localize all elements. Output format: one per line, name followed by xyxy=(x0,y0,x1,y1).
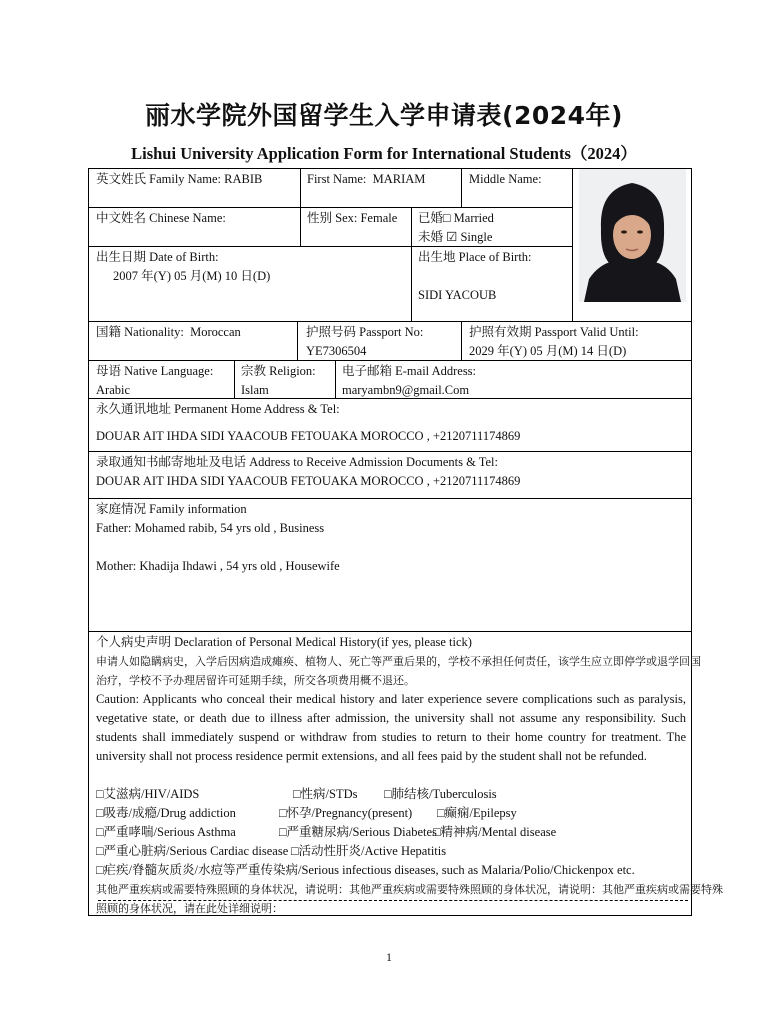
disease-drug[interactable]: □吸毒/成瘾/Drug addiction xyxy=(96,806,236,820)
page-number: 1 xyxy=(386,950,392,964)
sex-value: Female xyxy=(360,211,398,225)
family-name-value: RABIB xyxy=(224,172,263,186)
home-address-value: DOUAR AIT IHDA SIDI YAACOUB FETOUAKA MOROCCO , +2120711174869 xyxy=(96,429,521,443)
medical-cn-footer1: 其他严重疾病或需要特殊照顾的身体状况，请说明：其他严重疾病或需要特殊照顾的身体状况，请说明：其他严重疾病或需要特殊 xyxy=(96,883,723,896)
dob-label: 出生日期 Date of Birth: xyxy=(96,250,219,264)
middle-name-label: Middle Name: xyxy=(469,172,542,186)
nationality-value: Moroccan xyxy=(190,325,241,339)
mother-info: Mother: Khadija Ihdawi , 54 yrs old , Housewife xyxy=(96,559,340,573)
single-option[interactable]: 未婚 ☑ Single xyxy=(418,230,493,244)
medical-cn-line2: 治疗，学校不予办理居留许可延期手续，所交各项费用概不退还。 xyxy=(96,674,415,687)
first-name-label: First Name: xyxy=(307,172,367,186)
native-language-label: 母语 Native Language: xyxy=(96,364,214,378)
married-option[interactable]: 已婚□ Married xyxy=(418,211,494,225)
disease-pregnancy[interactable]: □怀孕/Pregnancy(present) xyxy=(279,806,413,820)
medical-history-label: 个人病史声明 Declaration of Personal Medical History(if yes, please tick) xyxy=(96,635,472,649)
disease-epilepsy[interactable]: □癫痫/Epilepsy xyxy=(437,806,517,820)
family-name-field xyxy=(96,170,262,189)
nationality-field xyxy=(96,323,241,342)
disease-hepatitis[interactable]: □活动性肝炎/Active Hepatitis xyxy=(291,844,447,858)
application-form xyxy=(88,168,723,916)
sex-field xyxy=(307,209,397,228)
first-name-value: MARIAM xyxy=(372,172,426,186)
disease-hiv[interactable]: □艾滋病/HIV/AIDS xyxy=(96,787,200,801)
pob-value: SIDI YACOUB xyxy=(418,288,497,302)
family-info-label: 家庭情况 Family information xyxy=(96,502,247,516)
page-title-en: Lishui University Application Form for International Students（2024） xyxy=(131,144,637,163)
religion-label: 宗教 Religion: xyxy=(241,364,316,378)
passport-valid-value: 2029 年(Y) 05 月(M) 14 日(D) xyxy=(469,344,627,358)
disease-asthma[interactable]: □严重哮喘/Serious Asthma xyxy=(96,825,236,839)
admission-address-label: 录取通知书邮寄地址及电话 Address to Receive Admission Documents & Tel: xyxy=(96,455,498,469)
first-name-field xyxy=(307,170,425,189)
email-value: maryambn9@gmail.Com xyxy=(342,383,470,397)
passport-value: YE7306504 xyxy=(306,344,367,358)
medical-caution: Caution: Applicants who conceal their medical history and later experience severe complications such as paralysis, vegetative state, or death due to illness after admission, the university shall not assume any responsibility. Such students shall immediately suspend or withdraw from studies to return to their home country for treatment. The university shall not process residence permit extensions, and all fees paid by the student shall not be refunded. xyxy=(96,692,686,763)
sex-label: 性别 Sex: xyxy=(307,211,358,225)
applicant-photo xyxy=(579,169,686,302)
email-label: 电子邮箱 E-mail Address: xyxy=(342,364,477,378)
signature-dashes xyxy=(98,900,688,901)
disease-cardiac[interactable]: □严重心脏病/Serious Cardiac disease xyxy=(96,844,289,858)
disease-infectious[interactable]: □疟疾/脊髓灰质炎/水痘等严重传染病/Serious infectious diseases, such as Malaria/Polio/Chickenpox etc. xyxy=(96,863,635,877)
disease-tb[interactable]: □肺结核/Tuberculosis xyxy=(384,787,497,801)
native-language-value: Arabic xyxy=(96,383,131,397)
pob-label: 出生地 Place of Birth: xyxy=(418,250,532,264)
father-info: Father: Mohamed rabib, 54 yrs old , Business xyxy=(96,521,325,535)
passport-valid-label: 护照有效期 Passport Valid Until: xyxy=(469,325,639,339)
family-name-label: 英文姓氏 Family Name: xyxy=(96,172,221,186)
religion-value: Islam xyxy=(241,383,269,397)
nationality-label: 国籍 Nationality: xyxy=(96,325,184,339)
dob-value: 2007 年(Y) 05 月(M) 10 日(D) xyxy=(113,269,271,283)
disease-diabetes[interactable]: □严重糖尿病/Serious Diabetes xyxy=(279,825,437,839)
chinese-name-label: 中文姓名 Chinese Name: xyxy=(96,211,226,225)
disease-std[interactable]: □性病/STDs xyxy=(293,787,358,801)
admission-address-value: DOUAR AIT IHDA SIDI YAACOUB FETOUAKA MOROCCO , +2120711174869 xyxy=(96,474,521,488)
page-title-cn: 丽水学院外国留学生入学申请表(2024年) xyxy=(145,101,623,130)
home-address-label: 永久通讯地址 Permanent Home Address & Tel: xyxy=(96,402,340,416)
disease-mental[interactable]: □精神病/Mental disease xyxy=(433,825,557,839)
medical-cn-line1: 申请人如隐瞒病史，入学后因病造成瘫痪、植物人、死亡等严重后果的，学校不承担任何责任，该学生应立即停学或退学回国 xyxy=(96,655,701,668)
medical-cn-footer2: 照顾的身体状况，请在此处详细说明： xyxy=(96,902,283,915)
passport-label: 护照号码 Passport No: xyxy=(306,325,424,339)
